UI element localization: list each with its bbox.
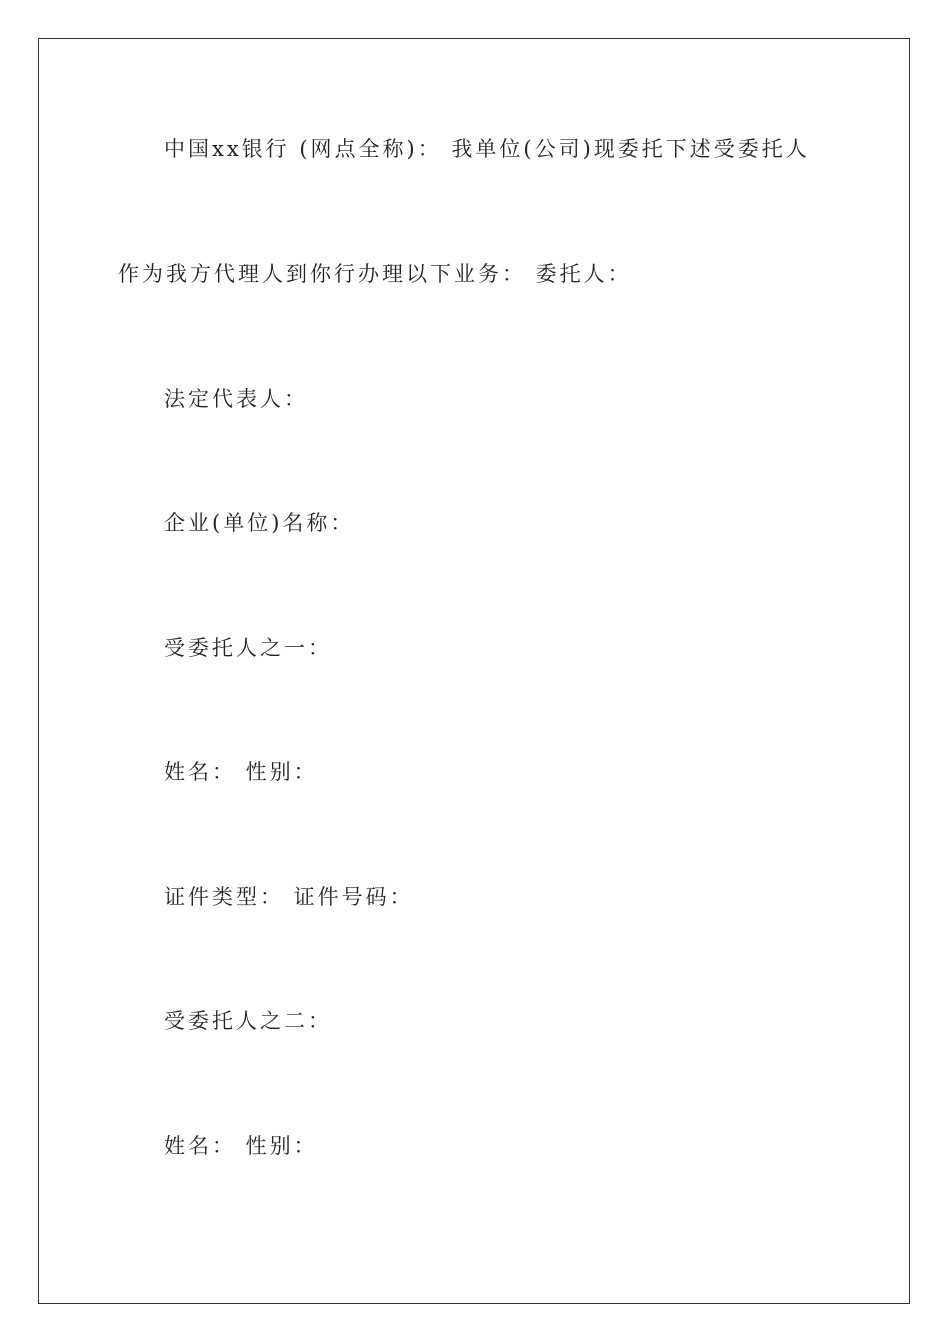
- legal-representative-field: 法定代表人：: [164, 387, 308, 411]
- trustee-one-name-gender: 姓名： 性别：: [164, 760, 318, 784]
- trustee-two-name-gender: 姓名： 性别：: [164, 1134, 318, 1158]
- purpose-line: 作为我方代理人到你行办理以下业务： 委托人：: [118, 262, 632, 286]
- salutation-line: 中国xx银行 (网点全称)： 我单位(公司)现委托下述受委托人: [164, 137, 810, 161]
- page-border: [38, 38, 910, 1304]
- company-name-field: 企业(单位)名称：: [164, 511, 355, 535]
- trustee-one-id-fields: 证件类型： 证件号码：: [164, 885, 414, 909]
- trustee-one-heading: 受委托人之一：: [164, 636, 332, 660]
- trustee-two-heading: 受委托人之二：: [164, 1009, 332, 1033]
